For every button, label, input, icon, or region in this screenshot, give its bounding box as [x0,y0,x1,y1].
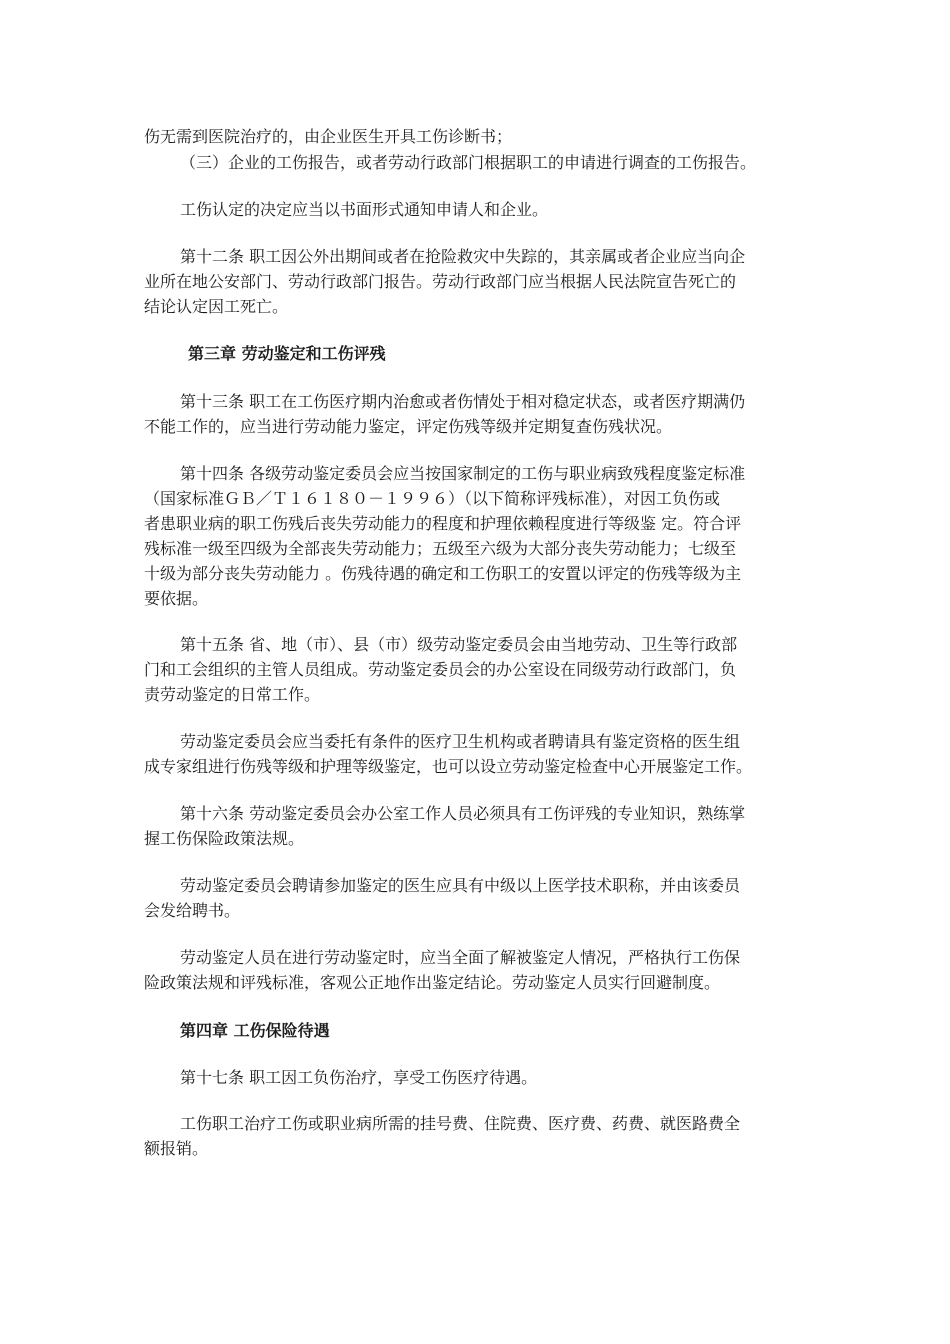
paragraph-line: 伤无需到医院治疗的，由企业医生开具工伤诊断书； [144,127,513,146]
paragraph-line: 会发给聘书。 [144,901,241,920]
article-17-line: 第十七条 职工因工负伤治疗，享受工伤医疗待遇。 [180,1068,538,1087]
article-12-line: 结论认定因工死亡。 [144,297,289,316]
paragraph-line: 险政策法规和评残标准，客观公正地作出鉴定结论。劳动鉴定人员实行回避制度。 [144,973,721,992]
article-14-line: 要依据。 [144,589,209,608]
article-14-line: 残标准一级至四级为全部丧失劳动能力；五级至六级为大部分丧失劳动能力；七级至 [144,539,737,558]
article-16-line: 握工伤保险政策法规。 [144,829,305,848]
paragraph-line: 劳动鉴定委员会聘请参加鉴定的医生应具有中级以上医学技术职称，并由该委员 [180,876,741,895]
paragraph-line: （三）企业的工伤报告，或者劳动行政部门根据职工的申请进行调查的工伤报告。 [180,153,757,172]
article-13-line: 第十三条 职工在工伤医疗期内治愈或者伤情处于相对稳定状态，或者医疗期满仍 [180,392,746,411]
paragraph-line: 成专家组进行伤残等级和护理等级鉴定，也可以设立劳动鉴定检查中心开展鉴定工作。 [144,757,753,776]
article-14-line: 第十四条 各级劳动鉴定委员会应当按国家制定的工伤与职业病致残程度鉴定标准 [180,464,746,483]
article-14-line: 十级为部分丧失劳动能力 。伤残待遇的确定和工伤职工的安置以评定的伤残等级为主 [144,564,742,583]
article-16-line: 第十六条 劳动鉴定委员会办公室工作人员必须具有工伤评残的专业知识，熟练掌 [180,804,746,823]
chapter-4-heading: 第四章 工伤保险待遇 [180,1021,330,1040]
paragraph-line: 劳动鉴定委员会应当委托有条件的医疗卫生机构或者聘请具有鉴定资格的医生组 [180,732,741,751]
article-13-line: 不能工作的，应当进行劳动能力鉴定，评定伤残等级并定期复查伤残状况。 [144,417,673,436]
article-12-line: 第十二条 职工因公外出期间或者在抢险救灾中失踪的，其亲属或者企业应当向企 [180,247,746,266]
article-14-line: 者患职业病的职工伤残后丧失劳动能力的程度和护理依赖程度进行等级鉴 定。符合评 [144,514,742,533]
paragraph-line: 额报销。 [144,1139,209,1158]
paragraph-line: 工伤认定的决定应当以书面形式通知申请人和企业。 [180,200,549,219]
chapter-3-heading: 第三章 劳动鉴定和工伤评残 [188,344,386,363]
article-15-line: 门和工会组织的主管人员组成。劳动鉴定委员会的办公室设在同级劳动行政部门，负 [144,660,737,679]
article-15-line: 第十五条 省、地（市）、县（市）级劳动鉴定委员会由当地劳动、卫生等行政部 [180,635,738,654]
article-15-line: 责劳动鉴定的日常工作。 [144,685,321,704]
paragraph-line: 工伤职工治疗工伤或职业病所需的挂号费、住院费、医疗费、药费、就医路费全 [180,1114,741,1133]
article-14-line: （国家标准ＧＢ／Ｔ１６１８０－１９９６）（以下简称评残标准），对因工负伤或 [144,489,721,508]
article-12-line: 业所在地公安部门、劳动行政部门报告。劳动行政部门应当根据人民法院宣告死亡的 [144,272,737,291]
paragraph-line: 劳动鉴定人员在进行劳动鉴定时，应当全面了解被鉴定人情况，严格执行工伤保 [180,948,741,967]
